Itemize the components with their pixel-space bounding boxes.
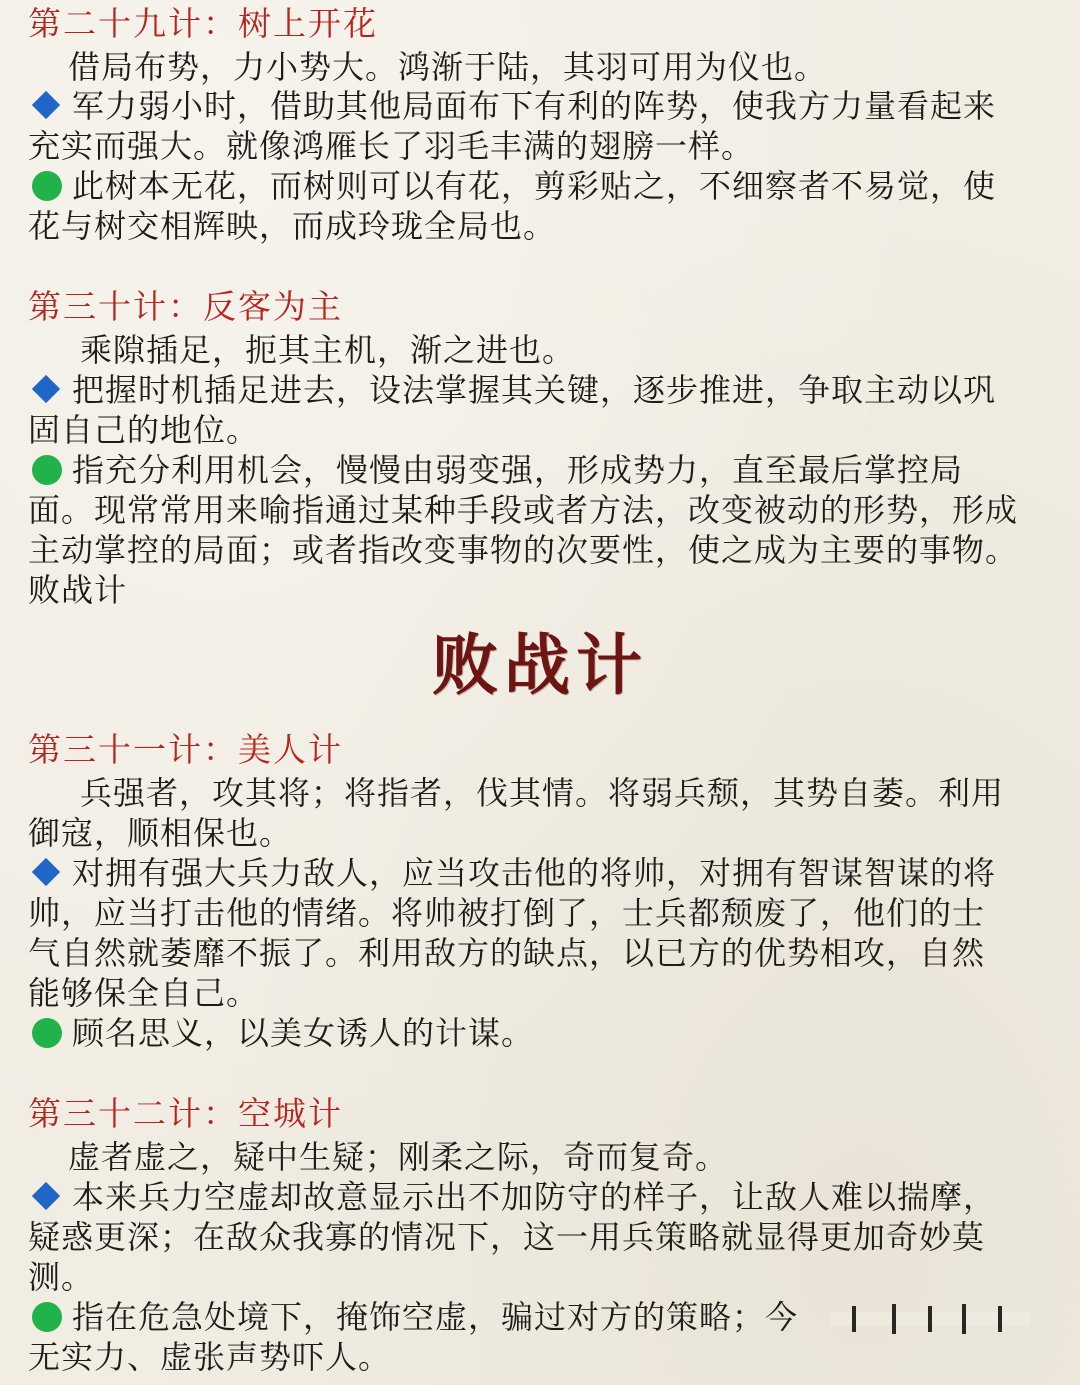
strategy-29-note-line: 此树本无花，而树则可以有花，剪彩贴之，不细察者不易觉，使 (72, 167, 997, 205)
strategy-31-explain-line: 对拥有强大兵力敌人，应当攻击他的将帅，对拥有智谋智谋的将 (72, 854, 997, 892)
green-circle-bullet-icon (32, 1018, 62, 1048)
strategy-31-original-line: 兵强者，攻其将；将指者，伐其情。将弱兵颓，其势自萎。利用 (80, 774, 1005, 812)
strategy-32-note-line: 指在危急处境下，掩饰空虚，骗过对方的策略；今 (72, 1298, 799, 1336)
strategy-29-original: 借局布势，力小势大。鸿渐于陆，其羽可用为仪也。 (68, 48, 828, 86)
section-title: 败战计 (432, 626, 648, 704)
strategy-31-original-line: 御寇，顺相保也。 (28, 814, 293, 852)
blue-diamond-bullet-icon (32, 91, 60, 119)
strategy-32-note-line: 无实力、虚张声势吓人。 (28, 1338, 392, 1376)
strategy-32-explain-line: 疑惑更深；在敌众我寡的情况下，这一用兵策略就显得更加奇妙莫 (28, 1218, 986, 1256)
strategy-31-heading: 第三十一计：美人计 (28, 730, 343, 769)
strategy-29-heading: 第二十九计：树上开花 (28, 4, 378, 43)
green-circle-bullet-icon (32, 171, 62, 201)
strategy-29-explain-line: 充实而强大。就像鸿雁长了羽毛丰满的翅膀一样。 (28, 127, 755, 165)
blue-diamond-bullet-icon (32, 375, 60, 403)
strategy-30-explain-line: 把握时机插足进去，设法掌握其关键，逐步推进，争取主动以巩 (72, 371, 997, 409)
strategy-30-explain-line: 固自己的地位。 (28, 411, 260, 449)
strategy-31-explain-line: 能够保全自己。 (28, 974, 260, 1012)
green-circle-bullet-icon (32, 1302, 62, 1332)
strategy-29-note-line: 花与树交相辉映，而成玲珑全局也。 (28, 207, 557, 245)
strategy-32-heading: 第三十二计：空城计 (28, 1094, 343, 1133)
strategy-30-heading: 第三十计：反客为主 (28, 287, 343, 326)
strategy-32-explain-line: 本来兵力空虚却故意显示出不加防守的样子，让敌人难以揣摩， (72, 1178, 997, 1216)
strategy-31-explain-line: 气自然就萎靡不振了。利用敌方的缺点，以已方的优势相攻，自然 (28, 934, 986, 972)
strategy-30-note-line: 面。现常常用来喻指通过某种手段或者方法，改变被动的形势，形成 (28, 491, 1019, 529)
strategy-31-explain-line: 帅，应当打击他的情绪。将帅被打倒了，士兵都颓废了，他们的士 (28, 894, 986, 932)
green-circle-bullet-icon (32, 455, 62, 485)
blue-diamond-bullet-icon (32, 858, 60, 886)
strategy-32-explain-line: 测。 (28, 1258, 95, 1296)
ink-scribble-mark (830, 1302, 1030, 1336)
strategy-32-original: 虚者虚之，疑中生疑；刚柔之际，奇而复奇。 (68, 1138, 729, 1176)
strategy-31-note-line: 顾名思义，以美女诱人的计谋。 (72, 1014, 535, 1052)
strategy-30-note-line: 败战计 (28, 571, 128, 609)
strategy-30-original: 乘隙插足，扼其主机，渐之进也。 (80, 331, 576, 369)
strategy-30-note-line: 主动掌控的局面；或者指改变事物的次要性，使之成为主要的事物。 (28, 531, 1019, 569)
strategy-30-note-line: 指充分利用机会，慢慢由弱变强，形成势力，直至最后掌控局 (72, 451, 964, 489)
strategy-29-explain-line: 军力弱小时，借助其他局面布下有利的阵势，使我方力量看起来 (72, 87, 997, 125)
blue-diamond-bullet-icon (32, 1182, 60, 1210)
